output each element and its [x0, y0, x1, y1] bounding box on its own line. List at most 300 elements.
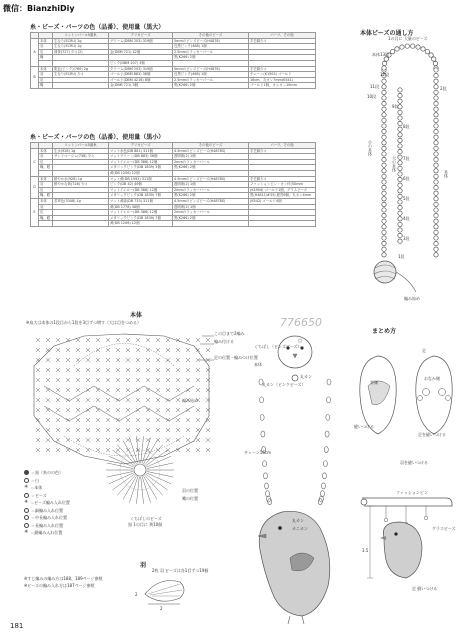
bead-label-small-side: 小の本体 [368, 140, 373, 156]
stitch-mark [206, 438, 210, 442]
table-cell: 2.5mmのラッカーパール [173, 77, 249, 83]
stitch-mark [206, 388, 210, 392]
stitch-mark [76, 388, 80, 392]
stitch-mark [46, 358, 50, 362]
stitch-mark [56, 388, 60, 392]
bead [398, 233, 402, 237]
finish-label-glass: グラスビーズ [432, 526, 456, 531]
stitch-mark [176, 408, 180, 412]
stitch-mark [106, 368, 110, 372]
stitch-mark [76, 428, 80, 432]
stitch-mark [56, 338, 60, 342]
stitch-mark [126, 378, 130, 382]
stitch-mark [56, 358, 60, 362]
body-diagram-note: ※鳥大は本体の1段目から1段を3目ずつ増す（大は目をつめる） [26, 320, 141, 325]
bead [434, 113, 438, 117]
table-cell: 5mmのビンズビーズ(H4878) [173, 38, 249, 44]
bead [382, 107, 386, 111]
table-cell: 鮮やか水(928) 1g [53, 176, 109, 182]
legend-item: ＝長編み入れ位置 [24, 523, 70, 528]
callout-leg-pos: 足の位置・編みつけ位置 [214, 355, 258, 360]
stitch-mark [36, 348, 40, 352]
stitch-mark [76, 408, 80, 412]
stitch-ray [112, 450, 134, 466]
table-cell: 本体 [39, 66, 53, 72]
stitch-mark [46, 418, 50, 422]
bead [382, 152, 386, 156]
table-cell: 16cm、丸カン7mm(K541) [249, 77, 316, 83]
bead [434, 124, 438, 128]
stitch-mark [86, 368, 90, 372]
bead [434, 135, 438, 139]
bead [398, 88, 402, 92]
bead [434, 202, 438, 206]
stitch-mark [66, 398, 70, 402]
bead [398, 166, 402, 170]
bead [434, 118, 438, 122]
callout-two-rows: この目まで2編み [214, 331, 245, 336]
table-cell: 嘴、眼 [39, 193, 53, 199]
bead [382, 85, 386, 89]
table-cell: ゴールド(DBM 883) 38個 [109, 72, 173, 78]
table-cell: メタリックピンク(DB 1839) 3個 [109, 165, 173, 171]
stitch-mark [136, 358, 140, 362]
bead [434, 247, 438, 251]
bead [398, 127, 402, 131]
bead [382, 191, 386, 195]
stitch-mark [146, 358, 150, 362]
chain-link [264, 473, 268, 479]
stitch-mark [126, 338, 130, 342]
table-cell: 生なり(ECRU) 1g [53, 44, 109, 50]
finish-label-belly: おなか側 [424, 376, 440, 381]
bead [434, 146, 438, 150]
table-cell: マットイエロー(DB 386) 12個 [109, 187, 173, 193]
stitch-mark [106, 358, 110, 362]
stitch-ray [146, 474, 168, 490]
chain-link [325, 431, 329, 437]
stitch-mark [56, 348, 60, 352]
bead [398, 217, 402, 221]
stitch-ray [109, 473, 134, 484]
stitch-ray [112, 474, 134, 490]
bead [434, 157, 438, 161]
bead [434, 129, 438, 133]
table-cell: メタリックピンク(DB 1839) 7個 [109, 215, 173, 221]
table-cell: 金(DBM 721) 42個 [109, 49, 173, 55]
page-number: 181 [10, 622, 24, 630]
bird-pendant-diagram [230, 330, 360, 630]
table-cell: 羽 [39, 204, 53, 210]
table-cell: 羽 [39, 72, 53, 78]
chain-link [326, 397, 330, 403]
stitch-mark [186, 378, 190, 382]
table-cell: 透明黄(2) 1個 [173, 204, 249, 210]
table-group-label: E [31, 198, 39, 226]
star-icon: ✳ [24, 499, 29, 505]
table-cell: 足 [39, 187, 53, 193]
stitch-mark [166, 368, 170, 372]
stitch-mark [96, 368, 100, 372]
table-cell [39, 221, 53, 227]
stitch-mark [136, 378, 140, 382]
bead [434, 241, 438, 245]
bead [382, 202, 386, 206]
yarn-ball-icon [374, 261, 396, 283]
overlay-watermark: 776650 [280, 316, 322, 329]
table-cell: 本体 [39, 148, 53, 154]
bead [398, 205, 402, 209]
bead [398, 99, 402, 103]
table-cell: マット黄緑(DB 733) 311個 [109, 198, 173, 204]
stitch-ray [147, 471, 173, 477]
bead [382, 241, 386, 245]
bead [416, 45, 420, 49]
stitch-mark [206, 368, 210, 372]
stitch-mark [56, 368, 60, 372]
table-cell: 鮮やかな黄(726) 少々 [53, 182, 109, 188]
stitch-mark [126, 348, 130, 352]
stitch-mark [126, 358, 130, 362]
finish-label-foot: 足 [422, 348, 426, 353]
stitch-mark [186, 348, 190, 352]
table-cell: マットイエロー(DB 386) 12個 [109, 210, 173, 216]
chain-link [326, 414, 330, 420]
callout-tail-start: 編み始め [182, 398, 198, 403]
table-cell [249, 221, 316, 227]
bead [398, 222, 402, 226]
table-cell: 2.5mmのラッカーパール [173, 49, 249, 55]
table-cell [53, 83, 109, 89]
bead [434, 197, 438, 201]
stitch-mark [66, 368, 70, 372]
table-cell: 2mmのラッカーパール [173, 159, 249, 165]
table-group-label: D [31, 176, 39, 198]
finish-label-leg-sew: 足 縫いつける [412, 586, 438, 591]
legend-item: ✳ ＝本体 [24, 484, 43, 490]
stitch-mark [116, 368, 120, 372]
table-cell: 嘴 [39, 83, 53, 89]
table-cell: 4.5mmのビンズビーズ(H4878S) [173, 148, 249, 154]
table-cell: 5mmのビンズビーズ(H4878) [173, 66, 249, 72]
bead [398, 144, 402, 148]
chain-link [320, 491, 324, 497]
stitch-mark [36, 358, 40, 362]
stitch-ray [136, 436, 139, 463]
legend-item: ＝細編み入れ位置 [24, 508, 70, 513]
table-group-label: B [31, 66, 39, 88]
bead [398, 183, 402, 187]
stitch-mark [176, 358, 180, 362]
stitch-mark [36, 438, 40, 442]
bead-label-base: 編み始め [404, 296, 420, 301]
bead-label-row10: 10段 [367, 94, 377, 99]
table-cell: 羽 [39, 44, 53, 50]
bead-label-row2: 2段 [440, 86, 447, 91]
table-cell: 黄(DB 1206) 12個 [109, 170, 173, 176]
table-a [30, 32, 316, 89]
stitch-mark [106, 388, 110, 392]
bead [398, 121, 402, 125]
bead-label-row5: 5段 [403, 196, 410, 201]
legend-item: ✳ ＝鎖編み入れ位置 [24, 529, 63, 535]
bead [398, 93, 402, 97]
stitch-mark [66, 438, 70, 442]
bead [434, 79, 438, 83]
wing-diagram [140, 574, 190, 610]
table-cell: ゴールド1個、カニカン10mm [249, 83, 316, 89]
stitch-mark [156, 418, 160, 422]
finish-label-size: 3.5 [362, 548, 369, 553]
bead [382, 66, 386, 70]
body-diagram-title: 本体 [130, 312, 143, 319]
stitch-mark [46, 398, 50, 402]
stitch-mark [56, 428, 60, 432]
bead [434, 225, 438, 229]
stitch-mark [156, 368, 160, 372]
table-cell: 金(DBM 721) 3個 [109, 83, 173, 89]
stitch-mark [186, 358, 190, 362]
table-header-cell: デリカビーズ [109, 33, 173, 39]
stitch-mark [46, 338, 50, 342]
table-b [30, 142, 316, 227]
finish-label-eye: 目 [298, 338, 302, 343]
chain-link [322, 473, 326, 479]
chain-link [324, 447, 328, 453]
stitch-mark [176, 418, 180, 422]
stitch-mark [86, 338, 90, 342]
stitch-mark [126, 368, 130, 372]
footnote-2: ※ビーズの編み入れ方は187ページ参照 [24, 583, 95, 588]
stitch-mark [146, 378, 150, 382]
stitch-mark [126, 418, 130, 422]
bead [382, 163, 386, 167]
circle-icon [24, 493, 29, 498]
stitch-mark [56, 378, 60, 382]
bead [382, 197, 386, 201]
bead [382, 135, 386, 139]
chain-link [263, 461, 267, 467]
footnote-1: ※すじ編みの編み方は188、189ページ参照 [24, 576, 103, 581]
stitch-mark [116, 418, 120, 422]
table-cell: 本体 [39, 38, 53, 44]
stitch-mark [126, 408, 130, 412]
bead [382, 208, 386, 212]
table-cell: 足 [39, 159, 53, 165]
stitch-mark [86, 438, 90, 442]
stitch-mark [36, 388, 40, 392]
stitch-ray [146, 456, 171, 467]
circle-icon [24, 515, 29, 520]
stitch-mark [156, 338, 160, 342]
legend-item: ＝中長編み入れ位置 [24, 515, 70, 520]
table-cell: 黄(DB 1776) 38個 [109, 204, 173, 210]
finish-label-chain-ring: 丸カン [300, 374, 312, 379]
bead [382, 236, 386, 240]
stitch-mark [156, 408, 160, 412]
table-cell: 足 [39, 49, 53, 55]
bead [398, 155, 402, 159]
bead [429, 53, 433, 57]
bird-back-belly-views [350, 346, 462, 446]
bead [398, 189, 402, 193]
stitch-mark [206, 448, 210, 452]
stitch-mark [166, 378, 170, 382]
stitch-mark [36, 368, 40, 372]
stitch-mark [156, 388, 160, 392]
bead [434, 253, 438, 257]
stitch-mark [86, 348, 90, 352]
stitch-mark [166, 348, 170, 352]
stitch-mark [176, 348, 180, 352]
bead [433, 61, 437, 65]
bead [398, 228, 402, 232]
stitch-mark [86, 418, 90, 422]
finish-label-chain: チェーン16cm [244, 450, 271, 455]
bead [382, 169, 386, 173]
bead [434, 174, 438, 178]
stitch-mark [96, 378, 100, 382]
stitch-ray [146, 473, 171, 484]
bead [434, 185, 438, 189]
bead [382, 225, 386, 229]
stitch-mark [76, 398, 80, 402]
bead [398, 149, 402, 153]
stitch-mark [86, 378, 90, 382]
table-cell: 薄茶(727) 少々(2) [53, 49, 109, 55]
wing-note: 2枚 羽 ビーズは各1目ずつ19個 [152, 568, 209, 573]
stitch-mark [166, 398, 170, 402]
bead [434, 219, 438, 223]
bead [434, 141, 438, 145]
bead [434, 90, 438, 94]
bead [398, 138, 402, 142]
stitch-mark [106, 348, 110, 352]
table-cell: クリーム(DBM 203) 319個 [109, 66, 173, 72]
table-cell: 羽 [39, 182, 53, 188]
bead [421, 47, 425, 51]
stitch-mark [196, 418, 200, 422]
table-cell: 黄(DB 1206) 12個 [109, 221, 173, 227]
bead [434, 152, 438, 156]
table-cell: 2mmのラッカーパール [173, 187, 249, 193]
stitch-mark [196, 408, 200, 412]
stitch-mark [196, 378, 200, 382]
bead [398, 172, 402, 176]
circle-icon [24, 523, 29, 528]
chain-link [261, 431, 265, 437]
bead [395, 47, 399, 51]
table-cell: グリーム(DBM 203) 319個 [109, 38, 173, 44]
stitch-ray [107, 463, 133, 469]
table-cell: チェーン(K1503) ゴールド [249, 72, 316, 78]
stitch-mark [186, 448, 190, 452]
table-cell: ファッションピン・カン付(50mm [249, 182, 316, 188]
stitch-mark [76, 438, 80, 442]
stitch-mark [66, 358, 70, 362]
stitch-mark [136, 368, 140, 372]
table-header-cell: その他のビーズ [173, 33, 249, 39]
stitch-mark [56, 438, 60, 442]
bead [434, 85, 438, 89]
stitch-mark [176, 398, 180, 402]
stitch-mark [196, 368, 200, 372]
callout-count: 黒 1の目に 黄10個 [128, 522, 163, 527]
table-cell: 手芸綿少々 [249, 148, 316, 154]
chain-link [323, 461, 327, 467]
stitch-mark [66, 348, 70, 352]
stitch-mark [36, 428, 40, 432]
table-cell: ピンク(DBM 207) 3個 [109, 60, 173, 66]
stitch-ray [146, 450, 168, 466]
stitch-mark [66, 408, 70, 412]
stitch-mark [166, 418, 170, 422]
bead [382, 230, 386, 234]
bead-label-large-side: 大の本体 [392, 156, 397, 172]
stitch-mark [116, 398, 120, 402]
bead [411, 44, 415, 48]
stitch-mark [166, 388, 170, 392]
table-cell: 肌色(ピンク)(760) 2g [53, 66, 109, 72]
callout-wing-pos: 羽の位置 [182, 488, 198, 493]
stitch-mark [46, 448, 50, 452]
table-cell: (K4904) ゴールド1個、グラスビーズ [249, 187, 316, 193]
table-cell: (K542) ゴールド4個 [249, 198, 316, 204]
table-group-label: C [31, 148, 39, 176]
bead-label-back: 本体 [444, 170, 449, 178]
finish-label-body: 本体 [254, 362, 262, 367]
stitch-mark [176, 388, 180, 392]
table-cell: マット水色(DB 881) 311個 [109, 148, 173, 154]
bead [434, 230, 438, 234]
bead-label-row13: 本体13段 [372, 52, 390, 57]
table-header-cell: その他のビーズ [173, 143, 249, 149]
bead [432, 57, 436, 61]
stitch-ray [147, 463, 173, 469]
callout-eye-pos: くちばしのビーズ [130, 516, 162, 521]
stitch-mark [36, 448, 40, 452]
stitch-mark [136, 398, 140, 402]
stitch-mark [66, 418, 70, 422]
legend-item: ＝ビーズ [24, 493, 70, 498]
table-cell: 黒(K266) 2個 [173, 193, 249, 199]
stitch-mark [116, 338, 120, 342]
bead [382, 157, 386, 161]
bead [434, 236, 438, 240]
wing-size-2: 2 [135, 592, 138, 597]
stitch-mark [186, 428, 190, 432]
stitch-mark [156, 378, 160, 382]
table-cell: 黒(K266) 2個 [173, 83, 249, 89]
bead [382, 124, 386, 128]
bead [434, 107, 438, 111]
bead [434, 68, 438, 72]
star-icon: ✳ [24, 529, 29, 535]
stitch-mark [116, 378, 120, 382]
table-row [31, 221, 316, 227]
stitch-mark [86, 428, 90, 432]
table-cell: 近黒ピンク(468) 1個 [173, 44, 249, 50]
table-cell: 手芸綿少々 [249, 66, 316, 72]
bead [382, 101, 386, 105]
stitch-mark [86, 358, 90, 362]
finish-label-pin: ファッションピン [396, 490, 428, 495]
stitch-ray [141, 436, 144, 463]
stitch-mark [156, 348, 160, 352]
bead [382, 213, 386, 217]
stitch-mark [206, 338, 210, 342]
table-cell: 生なり(ECRU) 2g [53, 38, 109, 44]
